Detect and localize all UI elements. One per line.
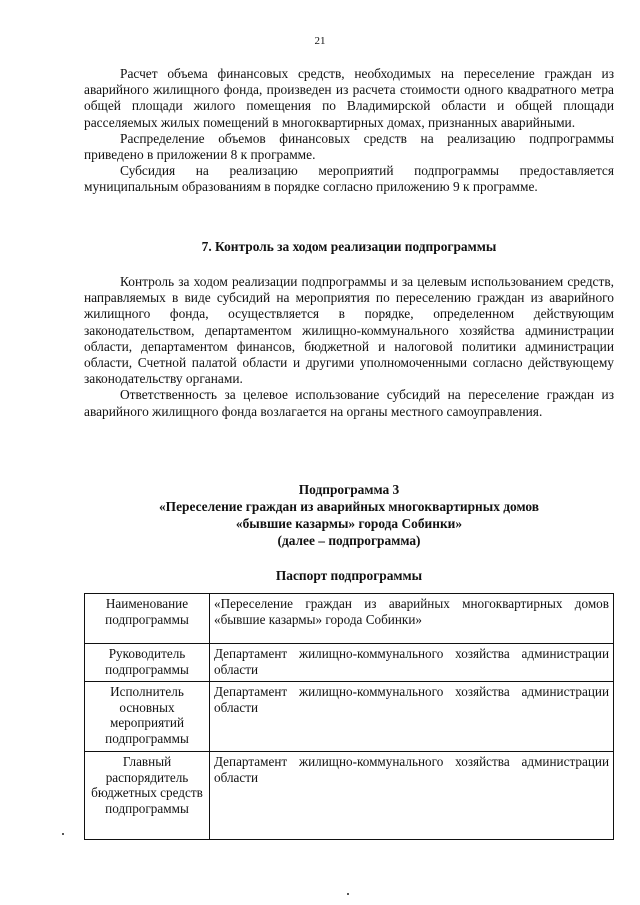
table-row: [85, 644, 614, 682]
subprogram-number: Подпрограмма 3: [298, 482, 400, 497]
paragraph-financing-distribution: Распределение объемов финансовых средств на реализацию подпрограммы приведено в приложении 8 к программе.: [84, 130, 614, 163]
row-label-executor: Исполнитель основных мероприятий подпрограммы: [85, 682, 210, 752]
paragraph-financing-calculation: Расчет объема финансовых средств, необходимых на переселение граждан из аварийного жилищного фонда, произведен из расчета стоимости одного квадратного метра общей площади жилого помещения по Владимирской области и общей площади расселяемых жилых помещений в многоквартирных домах, признанных аварийными.: [84, 66, 614, 130]
table-row: [85, 752, 614, 840]
passport-table: [84, 593, 614, 840]
passport-title-block: [84, 567, 614, 584]
row-value-name: «Переселение граждан из аварийных многоквартирных домов «бывшие казармы» города Собинки»: [210, 594, 614, 644]
row-label-head: Руководитель подпрограммы: [85, 644, 210, 682]
financing-section: [84, 66, 614, 196]
scan-speck: [347, 893, 349, 895]
passport-title: Паспорт подпрограммы: [275, 568, 423, 583]
row-label-name: Наименование подпрограммы: [85, 594, 210, 644]
table-row: [85, 594, 614, 644]
section-7: [84, 238, 614, 255]
paragraph-control: Контроль за ходом реализации подпрограммы и за целевым использованием средств, направляемых в виде субсидий на мероприятия по переселению граждан из аварийного жилищного фонда, осуществляется в порядке, определенном действующим законодательством, департаментом жилищно-коммунального хозяйства администрации области, департаментом финансов, бюджетной и налоговой политики администрации области, Счетной палатой области и другими уполномоченными согласно действующему законодательству органами.: [84, 274, 614, 387]
scan-speck: [62, 833, 64, 835]
table-row: [85, 682, 614, 752]
row-value-executor: Департамент жилищно-коммунального хозяйства администрации области: [210, 682, 614, 752]
row-value-head: Департамент жилищно-коммунального хозяйства администрации области: [210, 644, 614, 682]
page-number: 21: [314, 35, 326, 47]
subprogram-note: (далее – подпрограмма): [277, 533, 421, 548]
row-value-distributor: Департамент жилищно-коммунального хозяйства администрации области: [210, 752, 614, 840]
subprogram-title-block: [84, 481, 614, 549]
row-label-distributor: Главный распорядитель бюджетных средств подпрограммы: [85, 752, 210, 840]
section-7-heading: 7. Контроль за ходом реализации подпрограммы: [201, 239, 497, 254]
subprogram-name-line2: «бывшие казармы» города Собинки»: [235, 516, 463, 531]
paragraph-responsibility: Ответственность за целевое использование субсидий на переселение граждан из аварийного жилищного фонда возлагается на органы местного самоуправления.: [84, 387, 614, 419]
paragraph-subsidy: Субсидия на реализацию мероприятий подпрограммы предоставляется муниципальным образованиям в порядке согласно приложению 9 к программе.: [84, 163, 614, 195]
subprogram-name-line1: «Переселение граждан из аварийных многоквартирных домов: [158, 499, 540, 514]
section-7-body: [84, 274, 614, 420]
